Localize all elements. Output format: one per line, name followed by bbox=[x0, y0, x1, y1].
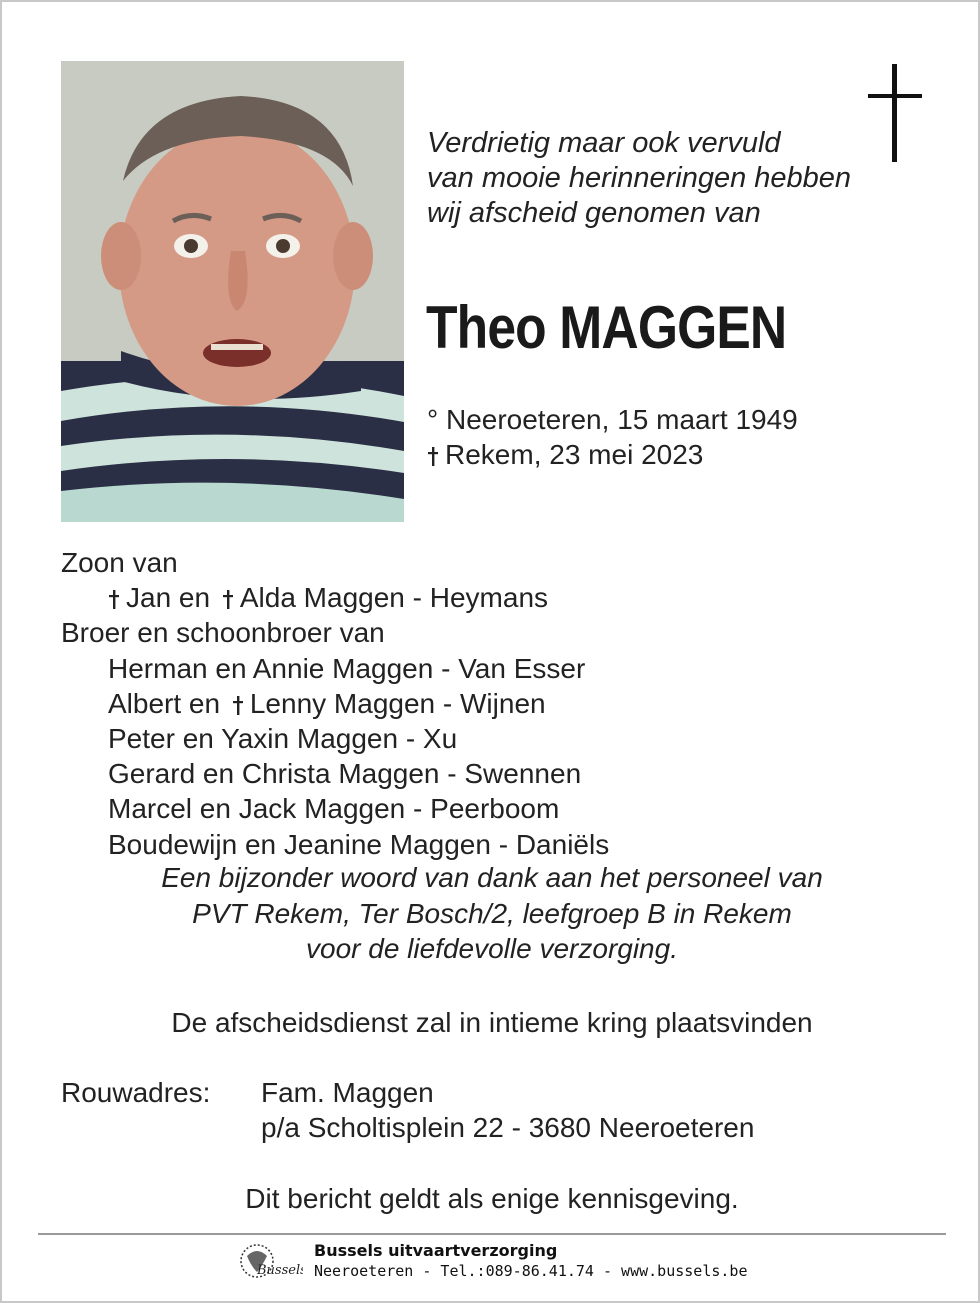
father-name: Jan en bbox=[126, 582, 211, 614]
sibling-line: Marcel en Jack Maggen - Peerboom bbox=[108, 793, 560, 825]
sibling-line: Peter en Yaxin Maggen - Xu bbox=[108, 723, 458, 755]
company-contact: Neeroeteren - Tel.:089-86.41.74 - www.bussels.be bbox=[314, 1262, 748, 1280]
death-line bbox=[427, 437, 798, 472]
sibling-prefix: Albert en bbox=[108, 687, 221, 719]
birth-line: ° Neeroeteren, 15 maart 1949 bbox=[427, 404, 798, 435]
death-text: Rekem, 23 mei 2023 bbox=[445, 439, 704, 470]
sibling-line: Gerard en Christa Maggen - Swennen bbox=[108, 758, 582, 790]
address-label: Rouwadres: bbox=[61, 1077, 211, 1108]
siblings-label: Broer en schoonbroer van bbox=[61, 617, 385, 649]
thanks-line: voor de liefdevolle verzorging. bbox=[306, 933, 678, 964]
portrait-photo bbox=[61, 61, 404, 522]
intro-line: wij afscheid genomen van bbox=[427, 197, 761, 229]
sibling-suffix: Lenny Maggen - Wijnen bbox=[249, 687, 546, 719]
son-of-label: Zoon van bbox=[61, 547, 178, 578]
thanks-line: Een bijzonder woord van dank aan het personeel van bbox=[161, 862, 823, 893]
address-line-1: Fam. Maggen bbox=[261, 1077, 434, 1108]
thanks-text bbox=[2, 860, 980, 967]
service-text: De afscheidsdienst zal in intieme kring plaatsvinden bbox=[171, 1007, 813, 1038]
parents-line bbox=[61, 580, 941, 615]
cross-icon bbox=[222, 589, 234, 609]
family-list bbox=[61, 545, 941, 862]
notice-text: Dit bericht geldt als enige kennisgeving. bbox=[245, 1183, 739, 1214]
thanks-line: PVT Rekem, Ter Bosch/2, leefgroep B in Rekem bbox=[192, 897, 792, 929]
mother-name: Alda Maggen - Heymans bbox=[239, 582, 549, 614]
intro-text bbox=[427, 126, 947, 231]
death-cross-icon bbox=[427, 446, 439, 466]
company-name: Bussels uitvaartverzorging bbox=[314, 1241, 558, 1260]
life-dates bbox=[427, 402, 798, 472]
intro-line: van mooie herinneringen hebben bbox=[427, 162, 852, 194]
cross-icon bbox=[232, 695, 244, 715]
address-line-2: p/a Scholtisplein 22 - 3680 Neeroeteren bbox=[261, 1112, 755, 1143]
bussels-logo bbox=[239, 1242, 303, 1280]
sibling-line: Boudewijn en Jeanine Maggen - Daniëls bbox=[108, 828, 610, 860]
sibling-line: Herman en Annie Maggen - Van Esser bbox=[108, 652, 586, 684]
cross-icon bbox=[108, 589, 120, 609]
intro-line: Verdrietig maar ook vervuld bbox=[427, 127, 781, 159]
deceased-name: Theo MAGGEN bbox=[426, 294, 787, 361]
sibling-line bbox=[61, 686, 941, 721]
logo-wordmark: Bussels bbox=[257, 1263, 303, 1278]
footer-divider bbox=[38, 1233, 946, 1235]
